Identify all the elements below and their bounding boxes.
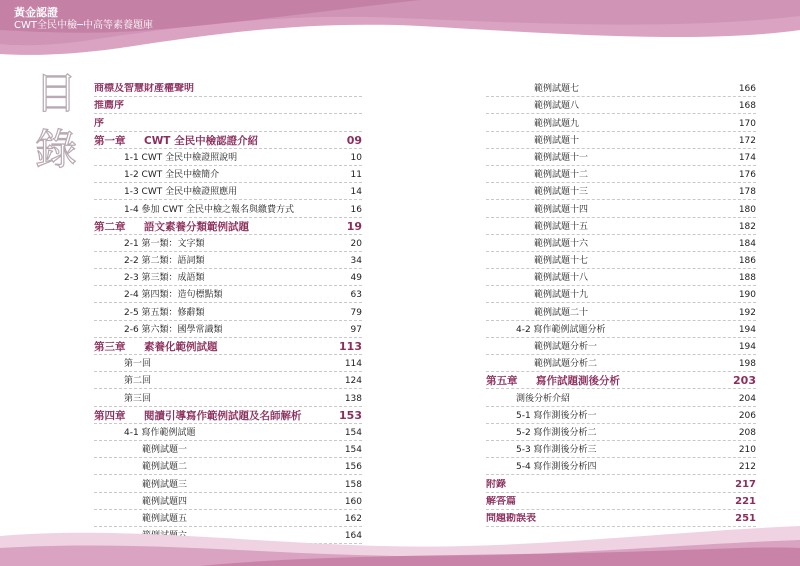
toc-page-number: 251 — [735, 512, 756, 524]
toc-entry-title: 2-1 第一類：文字類 — [124, 238, 205, 249]
toc-page-number: 184 — [738, 238, 756, 249]
toc-page-number: 63 — [350, 290, 362, 301]
chapter-number: 第三章 — [94, 341, 126, 353]
toc-entry-title — [94, 341, 338, 353]
page-title-char: 錄 — [34, 125, 77, 174]
toc-entry-title: 範例試題二十 — [534, 307, 589, 318]
toc-entry-row[interactable] — [94, 183, 362, 200]
toc-page-number: 186 — [738, 256, 756, 267]
toc-entry-row[interactable] — [486, 407, 756, 424]
toc-page-number: 194 — [738, 342, 756, 352]
toc-page-number: 124 — [344, 376, 362, 387]
toc-entry-row[interactable] — [94, 321, 362, 338]
brand-name: 黃金認證 — [14, 6, 58, 19]
toc-entry-row[interactable] — [94, 166, 362, 183]
toc-entry-row[interactable] — [94, 303, 362, 320]
chapter-number: 第四章 — [94, 409, 126, 422]
chapter-title: 語文素養分類範例試題 — [144, 220, 249, 233]
toc-entry-row[interactable] — [486, 355, 756, 372]
toc-entry-title: 1-1 CWT 全民中檢證照說明 — [124, 152, 238, 163]
toc-entry-title: 範例試題十七 — [534, 256, 589, 267]
toc-page-number: 162 — [344, 513, 362, 524]
toc-entry-title: 4-1 寫作範例試題 — [124, 427, 196, 438]
toc-entry-title: 範例試題十六 — [534, 238, 589, 249]
page-title-char: 目 — [34, 69, 77, 118]
toc-page-number: 09 — [346, 133, 362, 147]
toc-entry-title: 5-4 寫作測後分析四 — [516, 462, 597, 473]
toc-entry-title: 2-2 第二類：語詞類 — [124, 256, 205, 267]
toc-entry-row[interactable] — [486, 114, 756, 131]
toc-entry-row[interactable] — [94, 355, 362, 372]
toc-entry-title: 範例試題一 — [142, 445, 188, 456]
toc-page-number: 16 — [350, 204, 362, 215]
toc-page-number: 154 — [344, 445, 362, 456]
toc-entry-row[interactable] — [486, 166, 756, 183]
toc-left-column — [94, 80, 362, 544]
toc-entry-row[interactable] — [486, 80, 756, 97]
chapter-title: 寫作試題測後分析 — [536, 375, 620, 388]
toc-front-row[interactable] — [94, 114, 362, 131]
toc-entry-row[interactable] — [486, 235, 756, 252]
toc-entry-title: 範例試題四 — [142, 496, 188, 507]
chapter-number: 第五章 — [486, 375, 518, 388]
toc-entry-title: 商標及智慧財產權聲明 — [94, 83, 194, 95]
toc-entry-title — [94, 410, 338, 422]
toc-page-number: 190 — [738, 290, 756, 301]
toc-page-number: 172 — [738, 135, 756, 146]
toc-entry-row[interactable] — [94, 389, 362, 406]
toc-entry-title: 範例試題十 — [534, 135, 580, 146]
toc-entry-title — [94, 135, 338, 147]
toc-page-number: 19 — [346, 219, 362, 233]
toc-entry-row[interactable] — [486, 269, 756, 286]
toc-entry-title: 1-3 CWT 全民中檢證照應用 — [124, 187, 238, 198]
toc-entry-title: 範例試題十二 — [534, 170, 589, 181]
toc-page-number: 188 — [738, 273, 756, 284]
toc-entry-title: 4-2 寫作範例試題分析 — [516, 324, 606, 335]
toc-entry-title: 範例試題十八 — [534, 273, 589, 284]
toc-entry-row[interactable] — [94, 372, 362, 389]
toc-entry-title — [94, 221, 338, 233]
toc-entry-title: 第二回 — [124, 376, 152, 387]
toc-page-number: 178 — [738, 187, 756, 198]
chapter-title: 閱讀引導寫作範例試題及名師解析 — [144, 409, 302, 422]
toc-entry-row[interactable] — [486, 200, 756, 217]
toc-entry-row[interactable] — [486, 338, 756, 355]
toc-entry-title: 解答篇 — [486, 495, 516, 507]
toc-page-number: 180 — [738, 204, 756, 215]
toc-entry-title: 範例試題三 — [142, 479, 188, 490]
toc-entry-row[interactable] — [94, 458, 362, 475]
toc-right-column — [486, 80, 756, 527]
toc-entry-title: 1-4 參加 CWT 全民中檢之報名與繳費方式 — [124, 204, 294, 215]
toc-entry-title: 5-1 寫作測後分析一 — [516, 410, 597, 421]
toc-entry-row[interactable] — [486, 321, 756, 338]
toc-entry-row[interactable] — [486, 252, 756, 269]
toc-front-row[interactable] — [486, 475, 756, 492]
toc-entry-title: 範例試題十三 — [534, 187, 589, 198]
toc-page-number: 221 — [735, 495, 756, 507]
toc-entry-title: 範例試題十九 — [534, 290, 589, 301]
toc-page-number: 114 — [344, 359, 362, 370]
toc-page-number: 49 — [350, 273, 362, 284]
toc-page-number: 153 — [339, 408, 362, 422]
toc-page-number: 194 — [738, 324, 756, 335]
toc-entry-title: 5-3 寫作測後分析三 — [516, 445, 597, 456]
toc-entry-row[interactable] — [94, 475, 362, 492]
toc-entry-title: 範例試題五 — [142, 513, 188, 524]
toc-entry-title: 範例試題十四 — [534, 204, 589, 215]
toc-page-number: 164 — [344, 531, 362, 542]
toc-entry-title: 範例試題分析二 — [534, 359, 598, 370]
toc-chapter-row[interactable] — [94, 407, 362, 424]
chapter-number: 第一章 — [94, 134, 126, 147]
toc-entry-title: 範例試題分析一 — [534, 342, 598, 352]
toc-page-number: 182 — [738, 221, 756, 232]
toc-entry-title: 範例試題十一 — [534, 152, 589, 163]
toc-entry-title: 2-4 第四類：造句標點類 — [124, 290, 223, 301]
toc-front-row[interactable] — [94, 97, 362, 114]
toc-entry-title: 範例試題九 — [534, 118, 580, 129]
toc-page-number: 20 — [350, 238, 362, 249]
footer-band — [0, 496, 800, 566]
toc-page-number: 198 — [738, 359, 756, 370]
toc-entry-row[interactable] — [486, 97, 756, 114]
toc-entry-row[interactable] — [486, 303, 756, 320]
toc-entry-row[interactable] — [94, 269, 362, 286]
toc-chapter-row[interactable] — [94, 218, 362, 235]
toc-page-number: 11 — [350, 170, 362, 181]
chapter-title: 素養化範例試題 — [144, 341, 218, 353]
toc-entry-row[interactable] — [486, 132, 756, 149]
toc-page-number: 79 — [350, 307, 362, 318]
toc-entry-title: 2-6 第六類：國學常識類 — [124, 324, 223, 335]
toc-page-number: 170 — [738, 118, 756, 129]
toc-chapter-row[interactable] — [486, 372, 756, 389]
page-title — [34, 66, 78, 178]
toc-entry-row[interactable] — [486, 149, 756, 166]
toc-front-row[interactable] — [94, 80, 362, 97]
toc-entry-row[interactable] — [486, 183, 756, 200]
book-subtitle: CWT全民中檢─中高等素養題庫 — [14, 19, 153, 31]
toc-page-number: 156 — [344, 462, 362, 473]
toc-page-number: 208 — [738, 427, 756, 438]
toc-entry-title: 問題勘誤表 — [486, 512, 536, 524]
toc-page-number: 206 — [738, 410, 756, 421]
toc-page-number: 212 — [738, 462, 756, 473]
brand-header — [14, 6, 153, 32]
toc-entry-row[interactable] — [486, 458, 756, 475]
toc-entry-row[interactable] — [94, 235, 362, 252]
toc-entry-title: 5-2 寫作測後分析二 — [516, 427, 597, 438]
footer-band-shape — [0, 496, 800, 566]
toc-page-number: 10 — [350, 152, 362, 163]
chapter-number: 第二章 — [94, 220, 126, 233]
toc-page-number: 14 — [350, 187, 362, 198]
toc-entry-title: 範例試題七 — [534, 84, 580, 95]
toc-page-number: 138 — [344, 393, 362, 404]
toc-page-number: 203 — [733, 374, 756, 388]
toc-entry-row[interactable] — [94, 149, 362, 166]
toc-entry-title: 2-3 第三類：成語類 — [124, 273, 205, 284]
toc-entry-title: 範例試題八 — [534, 101, 580, 112]
toc-entry-row[interactable] — [486, 218, 756, 235]
toc-page-number: 168 — [738, 101, 756, 112]
toc-page-number: 176 — [738, 170, 756, 181]
toc-entry-row[interactable] — [94, 441, 362, 458]
toc-entry-row[interactable] — [94, 200, 362, 217]
toc-page-number: 113 — [339, 340, 362, 353]
toc-page-number: 97 — [350, 324, 362, 335]
toc-entry-row[interactable] — [94, 424, 362, 441]
toc-page-number: 210 — [738, 445, 756, 456]
toc-page-number: 154 — [344, 427, 362, 438]
toc-entry-title: 1-2 CWT 全民中檢簡介 — [124, 170, 220, 181]
toc-entry-title: 第三回 — [124, 393, 152, 404]
toc-page-number: 217 — [735, 478, 756, 490]
toc-entry-title: 測後分析介紹 — [516, 393, 571, 404]
chapter-title: CWT 全民中檢認證介紹 — [144, 134, 259, 147]
toc-page-number: 160 — [344, 496, 362, 507]
toc-chapter-row[interactable] — [94, 132, 362, 149]
toc-entry-title: 範例試題十五 — [534, 221, 589, 232]
toc-entry-row[interactable] — [94, 252, 362, 269]
toc-entry-title: 序 — [94, 117, 104, 129]
toc-page-number: 166 — [738, 84, 756, 95]
toc-entry-row[interactable] — [486, 441, 756, 458]
toc-page-number: 34 — [350, 256, 362, 267]
toc-page-number: 204 — [738, 393, 756, 404]
toc-entry-title — [486, 375, 732, 387]
toc-entry-title: 2-5 第五類：修辭類 — [124, 307, 205, 318]
toc-entry-title: 附錄 — [486, 478, 506, 490]
toc-entry-title: 範例試題二 — [142, 462, 188, 473]
toc-entry-row[interactable] — [486, 389, 756, 406]
toc-entry-row[interactable] — [486, 286, 756, 303]
toc-page-number: 158 — [344, 479, 362, 490]
toc-page-number: 192 — [738, 307, 756, 318]
toc-entry-title: 第一回 — [124, 359, 152, 370]
toc-entry-row[interactable] — [486, 424, 756, 441]
toc-page-number: 174 — [738, 152, 756, 163]
toc-chapter-row[interactable] — [94, 338, 362, 355]
toc-entry-title: 推薦序 — [94, 100, 124, 112]
toc-entry-row[interactable] — [94, 286, 362, 303]
